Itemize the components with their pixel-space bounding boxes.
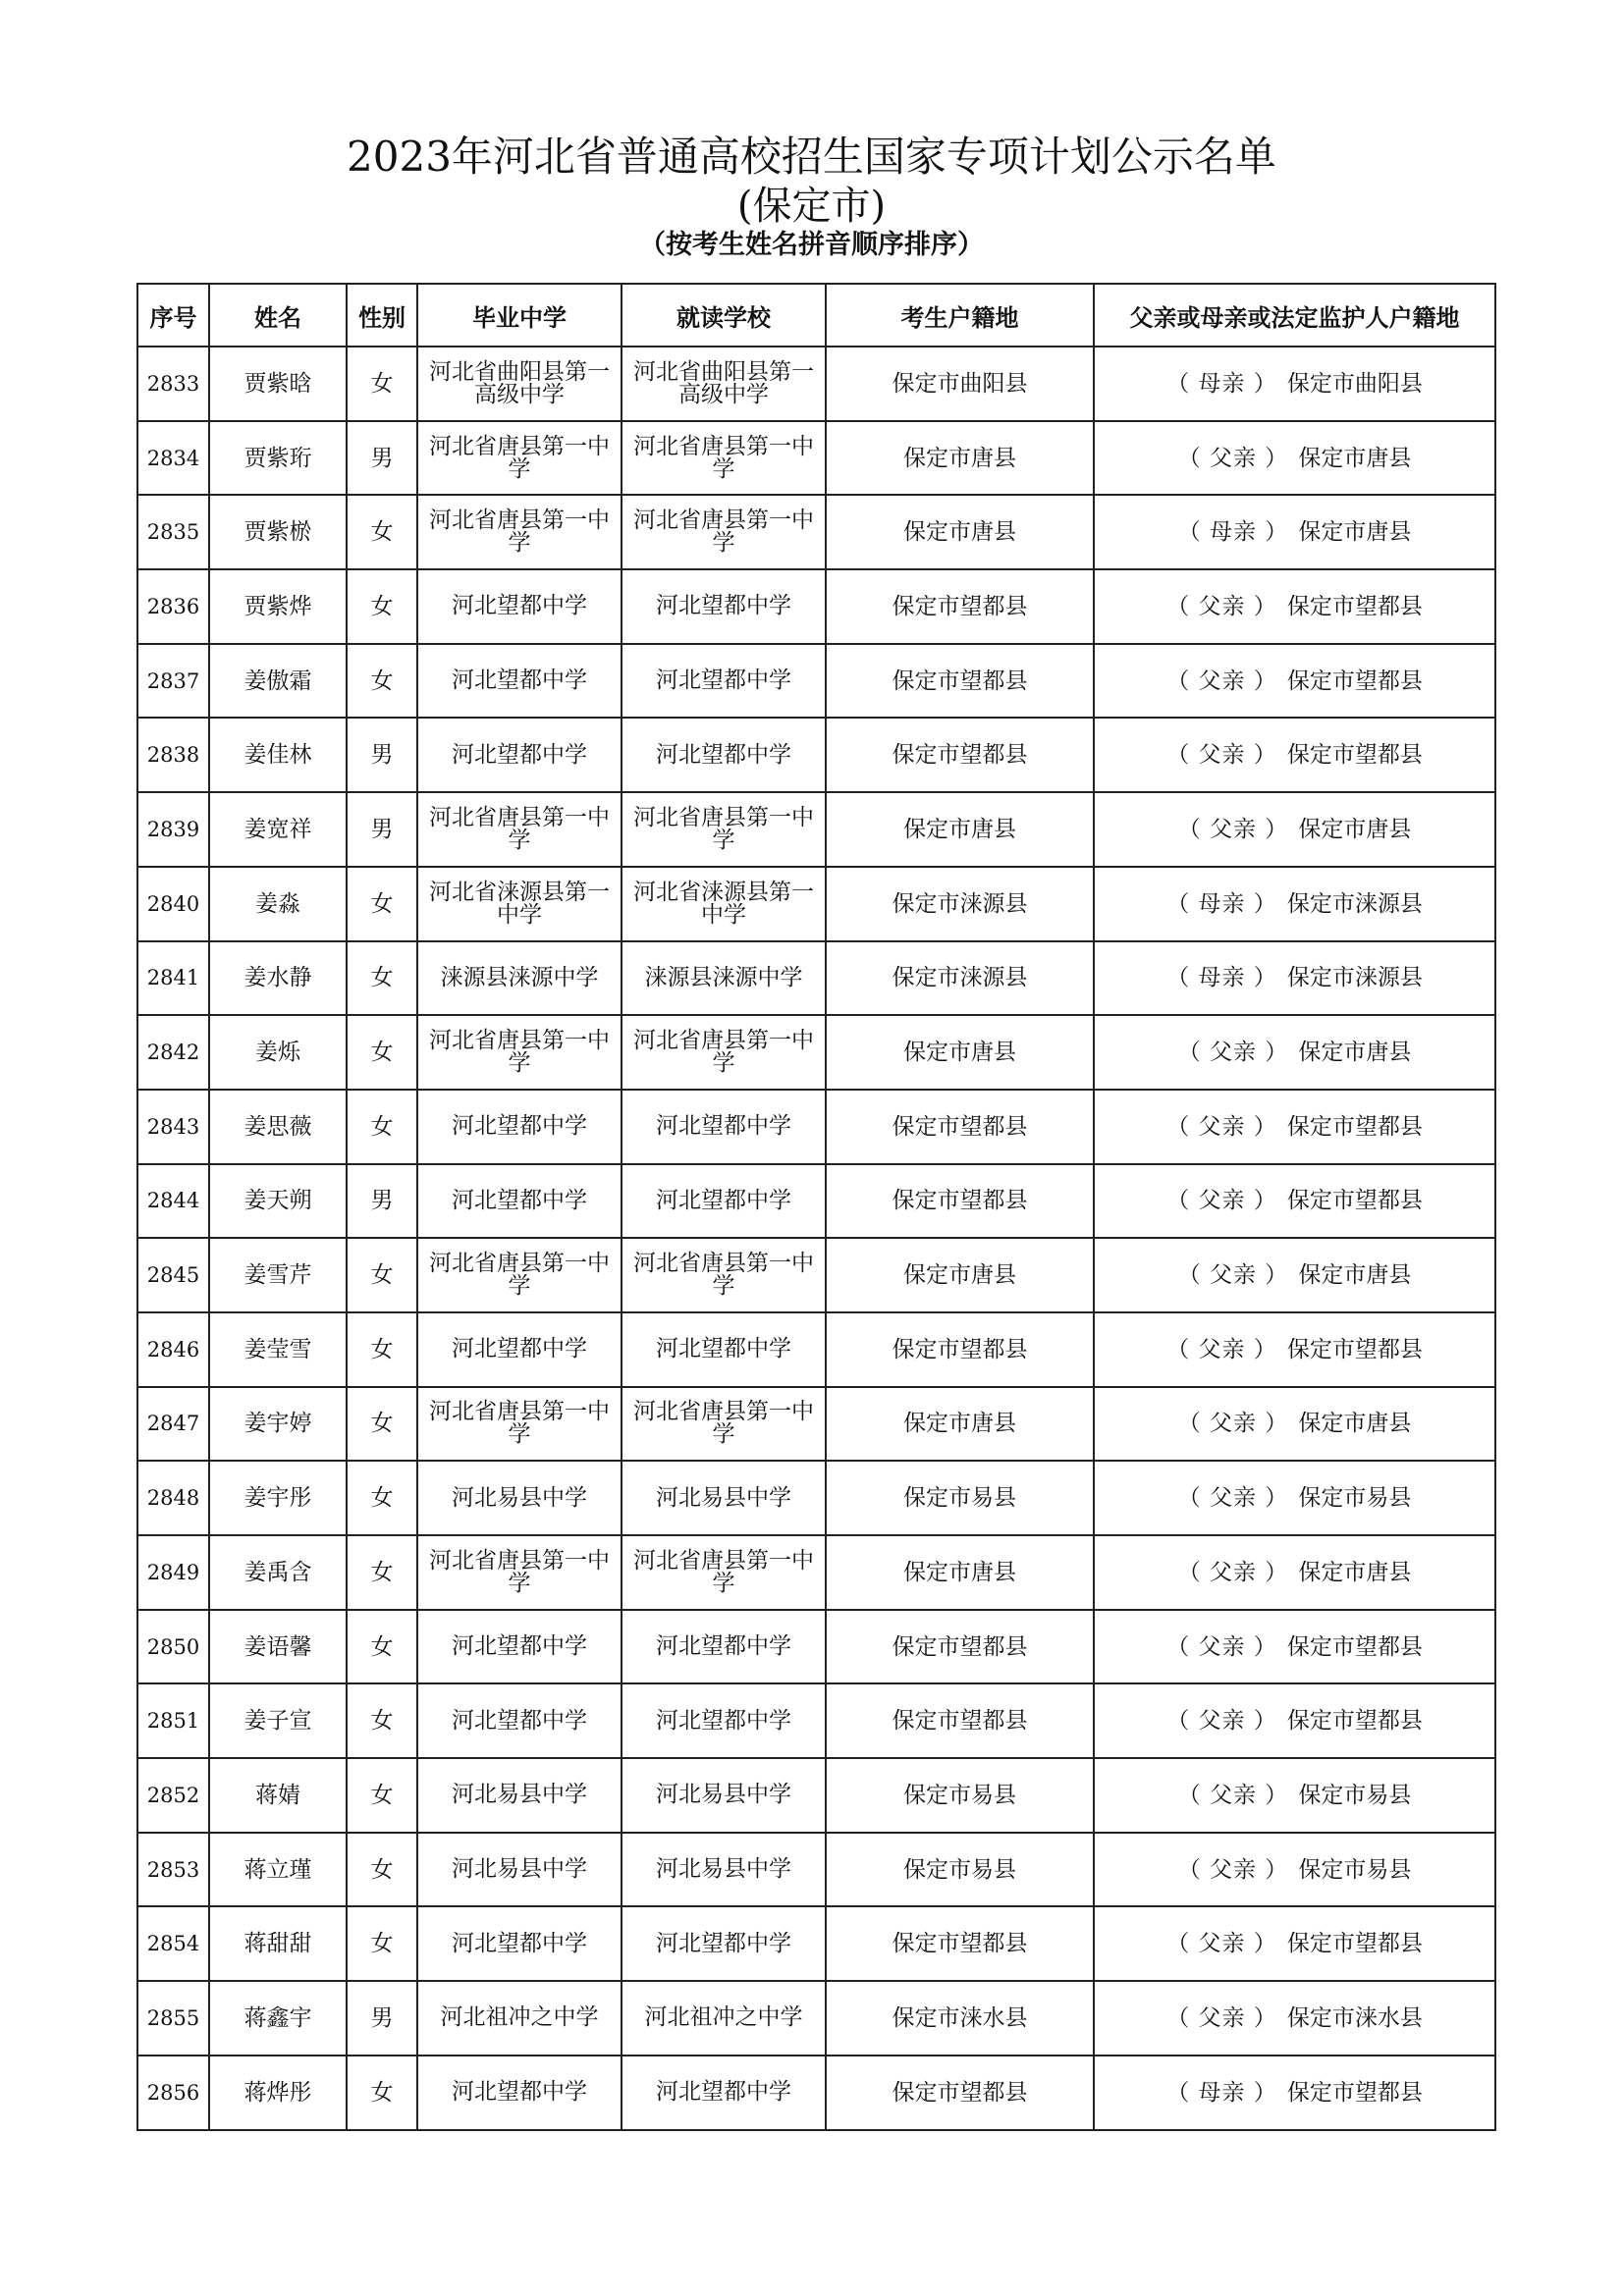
- parent-relation: （ 母亲 ）: [1166, 965, 1277, 991]
- table-row: [137, 1015, 1495, 1090]
- parent-relation: （ 父亲 ）: [1166, 1931, 1277, 1957]
- parent-residence-text: 保定市望都县: [1286, 1931, 1423, 1957]
- cell-residence: 保定市唐县: [826, 792, 1094, 867]
- cell-seq: 2834: [137, 421, 209, 496]
- cell-seq: 2843: [137, 1090, 209, 1164]
- cell-name: 姜佳林: [209, 718, 347, 792]
- cell-seq: 2848: [137, 1461, 209, 1535]
- document-subtitle: (保定市): [736, 184, 887, 229]
- header-name: 姓名: [209, 284, 347, 347]
- parent-residence-text: 保定市望都县: [1286, 1708, 1423, 1735]
- cell-name: 姜莹雪: [209, 1312, 347, 1387]
- cell-current-school: 河北省唐县第一中学: [622, 1387, 826, 1462]
- parent-relation: （ 父亲 ）: [1166, 1708, 1277, 1735]
- cell-grad-school: 河北易县中学: [417, 1461, 622, 1535]
- parent-relation: （ 父亲 ）: [1166, 1336, 1277, 1362]
- table-row: [137, 1833, 1495, 1907]
- table-row: [137, 1683, 1495, 1758]
- cell-seq: 2855: [137, 1981, 209, 2056]
- cell-seq: 2838: [137, 718, 209, 792]
- parent-relation: （ 母亲 ）: [1166, 2079, 1277, 2106]
- cell-grad-school: 河北省唐县第一中学: [417, 1535, 622, 1610]
- table-row: [137, 1981, 1495, 2056]
- cell-current-school: 涞源县涞源中学: [622, 941, 826, 1016]
- cell-current-school: 河北省涞源县第一中学: [622, 867, 826, 941]
- cell-seq: 2837: [137, 644, 209, 719]
- cell-parent-residence: [1094, 1090, 1495, 1164]
- cell-name: 贾紫晗: [209, 347, 347, 421]
- cell-current-school: 河北望都中学: [622, 1906, 826, 1981]
- cell-residence: 保定市易县: [826, 1758, 1094, 1833]
- parent-residence-text: 保定市唐县: [1298, 1411, 1412, 1437]
- cell-name: 姜淼: [209, 867, 347, 941]
- cell-gender: 男: [347, 718, 417, 792]
- parent-residence-text: 保定市望都县: [1286, 2079, 1423, 2106]
- cell-residence: 保定市望都县: [826, 1610, 1094, 1684]
- cell-seq: 2853: [137, 1833, 209, 1907]
- cell-gender: 男: [347, 792, 417, 867]
- table-row: [137, 718, 1495, 792]
- cell-seq: 2840: [137, 867, 209, 941]
- parent-residence-text: 保定市望都县: [1286, 742, 1423, 769]
- parent-residence-text: 保定市唐县: [1298, 1262, 1412, 1289]
- cell-current-school: 河北省唐县第一中学: [622, 1238, 826, 1312]
- parent-residence-text: 保定市涞水县: [1286, 2004, 1423, 2031]
- parent-relation: （ 父亲 ）: [1166, 742, 1277, 769]
- cell-current-school: 河北望都中学: [622, 1610, 826, 1684]
- cell-seq: 2845: [137, 1238, 209, 1312]
- parent-relation: （ 父亲 ）: [1166, 1113, 1277, 1140]
- table-row: [137, 867, 1495, 941]
- cell-seq: 2842: [137, 1015, 209, 1090]
- parent-relation: （ 父亲 ）: [1166, 667, 1277, 694]
- cell-residence: 保定市望都县: [826, 1906, 1094, 1981]
- cell-parent-residence: [1094, 569, 1495, 644]
- cell-seq: 2846: [137, 1312, 209, 1387]
- cell-residence: 保定市涞水县: [826, 1981, 1094, 2056]
- cell-current-school: 河北省唐县第一中学: [622, 421, 826, 496]
- cell-current-school: 河北易县中学: [622, 1833, 826, 1907]
- table-row: [137, 792, 1495, 867]
- parent-relation: （ 父亲 ）: [1166, 593, 1277, 619]
- cell-parent-residence: [1094, 1164, 1495, 1239]
- cell-current-school: 河北祖冲之中学: [622, 1981, 826, 2056]
- cell-seq: 2847: [137, 1387, 209, 1462]
- cell-current-school: 河北易县中学: [622, 1461, 826, 1535]
- cell-residence: 保定市望都县: [826, 1090, 1094, 1164]
- table-row: [137, 941, 1495, 1016]
- cell-residence: 保定市望都县: [826, 718, 1094, 792]
- cell-residence: 保定市望都县: [826, 1312, 1094, 1387]
- header-current-school: 就读学校: [622, 284, 826, 347]
- cell-residence: 保定市唐县: [826, 1238, 1094, 1312]
- cell-residence: 保定市涞源县: [826, 941, 1094, 1016]
- table-row: [137, 495, 1495, 569]
- cell-parent-residence: [1094, 1238, 1495, 1312]
- parent-relation: （ 父亲 ）: [1177, 1559, 1289, 1585]
- cell-gender: 女: [347, 1090, 417, 1164]
- table-row: [137, 569, 1495, 644]
- cell-residence: 保定市望都县: [826, 644, 1094, 719]
- parent-residence-text: 保定市望都县: [1286, 593, 1423, 619]
- cell-seq: 2851: [137, 1683, 209, 1758]
- cell-name: 姜宇彤: [209, 1461, 347, 1535]
- cell-residence: 保定市望都县: [826, 569, 1094, 644]
- parent-residence-text: 保定市望都县: [1286, 1336, 1423, 1362]
- cell-name: 姜雪芹: [209, 1238, 347, 1312]
- parent-residence-text: 保定市唐县: [1298, 519, 1412, 546]
- cell-current-school: 河北望都中学: [622, 2056, 826, 2130]
- table-header-row: [137, 284, 1495, 347]
- cell-grad-school: 河北易县中学: [417, 1833, 622, 1907]
- cell-parent-residence: [1094, 792, 1495, 867]
- parent-residence-text: 保定市唐县: [1298, 1559, 1412, 1585]
- cell-parent-residence: [1094, 941, 1495, 1016]
- cell-grad-school: 河北省唐县第一中学: [417, 1387, 622, 1462]
- table-row: [137, 1387, 1495, 1462]
- cell-gender: 女: [347, 644, 417, 719]
- parent-residence-text: 保定市易县: [1298, 1856, 1412, 1883]
- cell-parent-residence: [1094, 1610, 1495, 1684]
- table-row: [137, 1238, 1495, 1312]
- cell-gender: 女: [347, 1683, 417, 1758]
- cell-seq: 2849: [137, 1535, 209, 1610]
- cell-current-school: 河北望都中学: [622, 1164, 826, 1239]
- parent-relation: （ 父亲 ）: [1177, 1485, 1289, 1512]
- cell-name: 姜禹含: [209, 1535, 347, 1610]
- sort-note: （按考生姓名拼音顺序排序）: [639, 230, 984, 260]
- cell-name: 姜烁: [209, 1015, 347, 1090]
- cell-parent-residence: [1094, 1461, 1495, 1535]
- cell-residence: 保定市望都县: [826, 2056, 1094, 2130]
- header-parent-residence: 父亲或母亲或法定监护人户籍地: [1094, 284, 1495, 347]
- cell-seq: 2839: [137, 792, 209, 867]
- cell-gender: 女: [347, 495, 417, 569]
- parent-relation: （ 父亲 ）: [1177, 1040, 1289, 1066]
- parent-relation: （ 父亲 ）: [1166, 1188, 1277, 1214]
- cell-grad-school: 河北省涞源县第一中学: [417, 867, 622, 941]
- cell-gender: 女: [347, 1906, 417, 1981]
- cell-parent-residence: [1094, 1981, 1495, 2056]
- cell-residence: 保定市曲阳县: [826, 347, 1094, 421]
- cell-name: 贾紫烨: [209, 569, 347, 644]
- table-row: [137, 347, 1495, 421]
- cell-gender: 女: [347, 1758, 417, 1833]
- cell-grad-school: 河北省曲阳县第一高级中学: [417, 347, 622, 421]
- cell-current-school: 河北望都中学: [622, 718, 826, 792]
- cell-parent-residence: [1094, 2056, 1495, 2130]
- table-row: [137, 1312, 1495, 1387]
- table-row: [137, 1090, 1495, 1164]
- cell-seq: 2854: [137, 1906, 209, 1981]
- cell-grad-school: 河北望都中学: [417, 718, 622, 792]
- parent-residence-text: 保定市涞源县: [1286, 965, 1423, 991]
- cell-parent-residence: [1094, 1683, 1495, 1758]
- cell-current-school: 河北省曲阳县第一高级中学: [622, 347, 826, 421]
- cell-grad-school: 涞源县涞源中学: [417, 941, 622, 1016]
- header-residence: 考生户籍地: [826, 284, 1094, 347]
- cell-seq: 2850: [137, 1610, 209, 1684]
- cell-gender: 女: [347, 1015, 417, 1090]
- cell-current-school: 河北望都中学: [622, 644, 826, 719]
- cell-gender: 女: [347, 1535, 417, 1610]
- parent-residence-text: 保定市易县: [1298, 1485, 1412, 1512]
- cell-parent-residence: [1094, 1387, 1495, 1462]
- cell-seq: 2836: [137, 569, 209, 644]
- cell-parent-residence: [1094, 347, 1495, 421]
- parent-residence-text: 保定市望都县: [1286, 1113, 1423, 1140]
- cell-grad-school: 河北望都中学: [417, 1090, 622, 1164]
- cell-gender: 女: [347, 347, 417, 421]
- cell-name: 蒋婧: [209, 1758, 347, 1833]
- cell-grad-school: 河北省唐县第一中学: [417, 495, 622, 569]
- parent-relation: （ 父亲 ）: [1166, 2004, 1277, 2031]
- cell-gender: 女: [347, 1312, 417, 1387]
- cell-name: 蒋鑫宇: [209, 1981, 347, 2056]
- cell-grad-school: 河北祖冲之中学: [417, 1981, 622, 2056]
- cell-name: 姜水静: [209, 941, 347, 1016]
- cell-name: 贾紫棜: [209, 495, 347, 569]
- cell-grad-school: 河北省唐县第一中学: [417, 421, 622, 496]
- cell-name: 姜宇婷: [209, 1387, 347, 1462]
- cell-gender: 女: [347, 1833, 417, 1907]
- cell-current-school: 河北省唐县第一中学: [622, 1535, 826, 1610]
- header-seq: 序号: [137, 284, 209, 347]
- cell-current-school: 河北省唐县第一中学: [622, 495, 826, 569]
- cell-current-school: 河北望都中学: [622, 569, 826, 644]
- cell-grad-school: 河北省唐县第一中学: [417, 1238, 622, 1312]
- cell-grad-school: 河北望都中学: [417, 1312, 622, 1387]
- cell-parent-residence: [1094, 421, 1495, 496]
- cell-gender: 女: [347, 941, 417, 1016]
- document-title: 2023年河北省普通高校招生国家专项计划公示名单: [347, 133, 1276, 181]
- parent-residence-text: 保定市曲阳县: [1286, 370, 1423, 397]
- cell-residence: 保定市易县: [826, 1461, 1094, 1535]
- cell-parent-residence: [1094, 1906, 1495, 1981]
- cell-grad-school: 河北省唐县第一中学: [417, 792, 622, 867]
- table-row: [137, 1535, 1495, 1610]
- table-row: [137, 1164, 1495, 1239]
- cell-gender: 女: [347, 1461, 417, 1535]
- table-row: [137, 2056, 1495, 2130]
- parent-relation: （ 父亲 ）: [1177, 816, 1289, 842]
- cell-residence: 保定市唐县: [826, 1387, 1094, 1462]
- cell-seq: 2852: [137, 1758, 209, 1833]
- parent-residence-text: 保定市唐县: [1298, 445, 1412, 471]
- table-row: [137, 644, 1495, 719]
- cell-name: 姜天朔: [209, 1164, 347, 1239]
- table-row: [137, 1906, 1495, 1981]
- table-row: [137, 421, 1495, 496]
- parent-residence-text: 保定市望都县: [1286, 1188, 1423, 1214]
- parent-relation: （ 父亲 ）: [1177, 1782, 1289, 1808]
- cell-name: 姜语馨: [209, 1610, 347, 1684]
- cell-parent-residence: [1094, 495, 1495, 569]
- cell-parent-residence: [1094, 718, 1495, 792]
- cell-parent-residence: [1094, 644, 1495, 719]
- cell-residence: 保定市唐县: [826, 1535, 1094, 1610]
- cell-residence: 保定市唐县: [826, 1015, 1094, 1090]
- parent-relation: （ 父亲 ）: [1166, 1633, 1277, 1660]
- cell-gender: 女: [347, 1387, 417, 1462]
- cell-grad-school: 河北望都中学: [417, 2056, 622, 2130]
- cell-grad-school: 河北望都中学: [417, 1906, 622, 1981]
- cell-gender: 男: [347, 1164, 417, 1239]
- parent-relation: （ 父亲 ）: [1177, 1411, 1289, 1437]
- cell-name: 姜思薇: [209, 1090, 347, 1164]
- cell-name: 贾紫珩: [209, 421, 347, 496]
- cell-parent-residence: [1094, 1535, 1495, 1610]
- parent-relation: （ 母亲 ）: [1166, 370, 1277, 397]
- table-row: [137, 1610, 1495, 1684]
- cell-current-school: 河北望都中学: [622, 1683, 826, 1758]
- cell-grad-school: 河北省唐县第一中学: [417, 1015, 622, 1090]
- parent-residence-text: 保定市唐县: [1298, 1040, 1412, 1066]
- cell-grad-school: 河北望都中学: [417, 569, 622, 644]
- cell-parent-residence: [1094, 1312, 1495, 1387]
- cell-name: 姜子宣: [209, 1683, 347, 1758]
- cell-current-school: 河北易县中学: [622, 1758, 826, 1833]
- cell-name: 姜宽祥: [209, 792, 347, 867]
- header-gender: 性别: [347, 284, 417, 347]
- cell-seq: 2835: [137, 495, 209, 569]
- cell-gender: 女: [347, 569, 417, 644]
- cell-name: 蒋烨彤: [209, 2056, 347, 2130]
- cell-seq: 2841: [137, 941, 209, 1016]
- cell-residence: 保定市唐县: [826, 495, 1094, 569]
- cell-seq: 2844: [137, 1164, 209, 1239]
- cell-residence: 保定市望都县: [826, 1164, 1094, 1239]
- parent-relation: （ 母亲 ）: [1177, 519, 1289, 546]
- table-row: [137, 1461, 1495, 1535]
- cell-seq: 2856: [137, 2056, 209, 2130]
- parent-relation: （ 母亲 ）: [1166, 890, 1277, 917]
- cell-gender: 女: [347, 867, 417, 941]
- table-row: [137, 1758, 1495, 1833]
- parent-relation: （ 父亲 ）: [1177, 1262, 1289, 1289]
- cell-parent-residence: [1094, 1833, 1495, 1907]
- cell-parent-residence: [1094, 867, 1495, 941]
- parent-relation: （ 父亲 ）: [1177, 445, 1289, 471]
- cell-gender: 男: [347, 1981, 417, 2056]
- parent-relation: （ 父亲 ）: [1177, 1856, 1289, 1883]
- cell-parent-residence: [1094, 1015, 1495, 1090]
- cell-residence: 保定市望都县: [826, 1683, 1094, 1758]
- cell-seq: 2833: [137, 347, 209, 421]
- cell-grad-school: 河北望都中学: [417, 1683, 622, 1758]
- cell-name: 蒋立瑾: [209, 1833, 347, 1907]
- cell-gender: 男: [347, 421, 417, 496]
- header-grad-school: 毕业中学: [417, 284, 622, 347]
- cell-residence: 保定市易县: [826, 1833, 1094, 1907]
- cell-residence: 保定市唐县: [826, 421, 1094, 496]
- student-list-table: [136, 283, 1496, 2131]
- cell-grad-school: 河北望都中学: [417, 1610, 622, 1684]
- cell-current-school: 河北望都中学: [622, 1090, 826, 1164]
- cell-gender: 女: [347, 1238, 417, 1312]
- cell-grad-school: 河北易县中学: [417, 1758, 622, 1833]
- cell-current-school: 河北省唐县第一中学: [622, 792, 826, 867]
- cell-gender: 女: [347, 1610, 417, 1684]
- parent-residence-text: 保定市望都县: [1286, 667, 1423, 694]
- parent-residence-text: 保定市涞源县: [1286, 890, 1423, 917]
- cell-current-school: 河北省唐县第一中学: [622, 1015, 826, 1090]
- cell-residence: 保定市涞源县: [826, 867, 1094, 941]
- cell-grad-school: 河北望都中学: [417, 644, 622, 719]
- cell-name: 蒋甜甜: [209, 1906, 347, 1981]
- parent-residence-text: 保定市唐县: [1298, 816, 1412, 842]
- cell-parent-residence: [1094, 1758, 1495, 1833]
- parent-residence-text: 保定市望都县: [1286, 1633, 1423, 1660]
- cell-grad-school: 河北望都中学: [417, 1164, 622, 1239]
- cell-gender: 女: [347, 2056, 417, 2130]
- cell-current-school: 河北望都中学: [622, 1312, 826, 1387]
- cell-name: 姜傲霜: [209, 644, 347, 719]
- parent-residence-text: 保定市易县: [1298, 1782, 1412, 1808]
